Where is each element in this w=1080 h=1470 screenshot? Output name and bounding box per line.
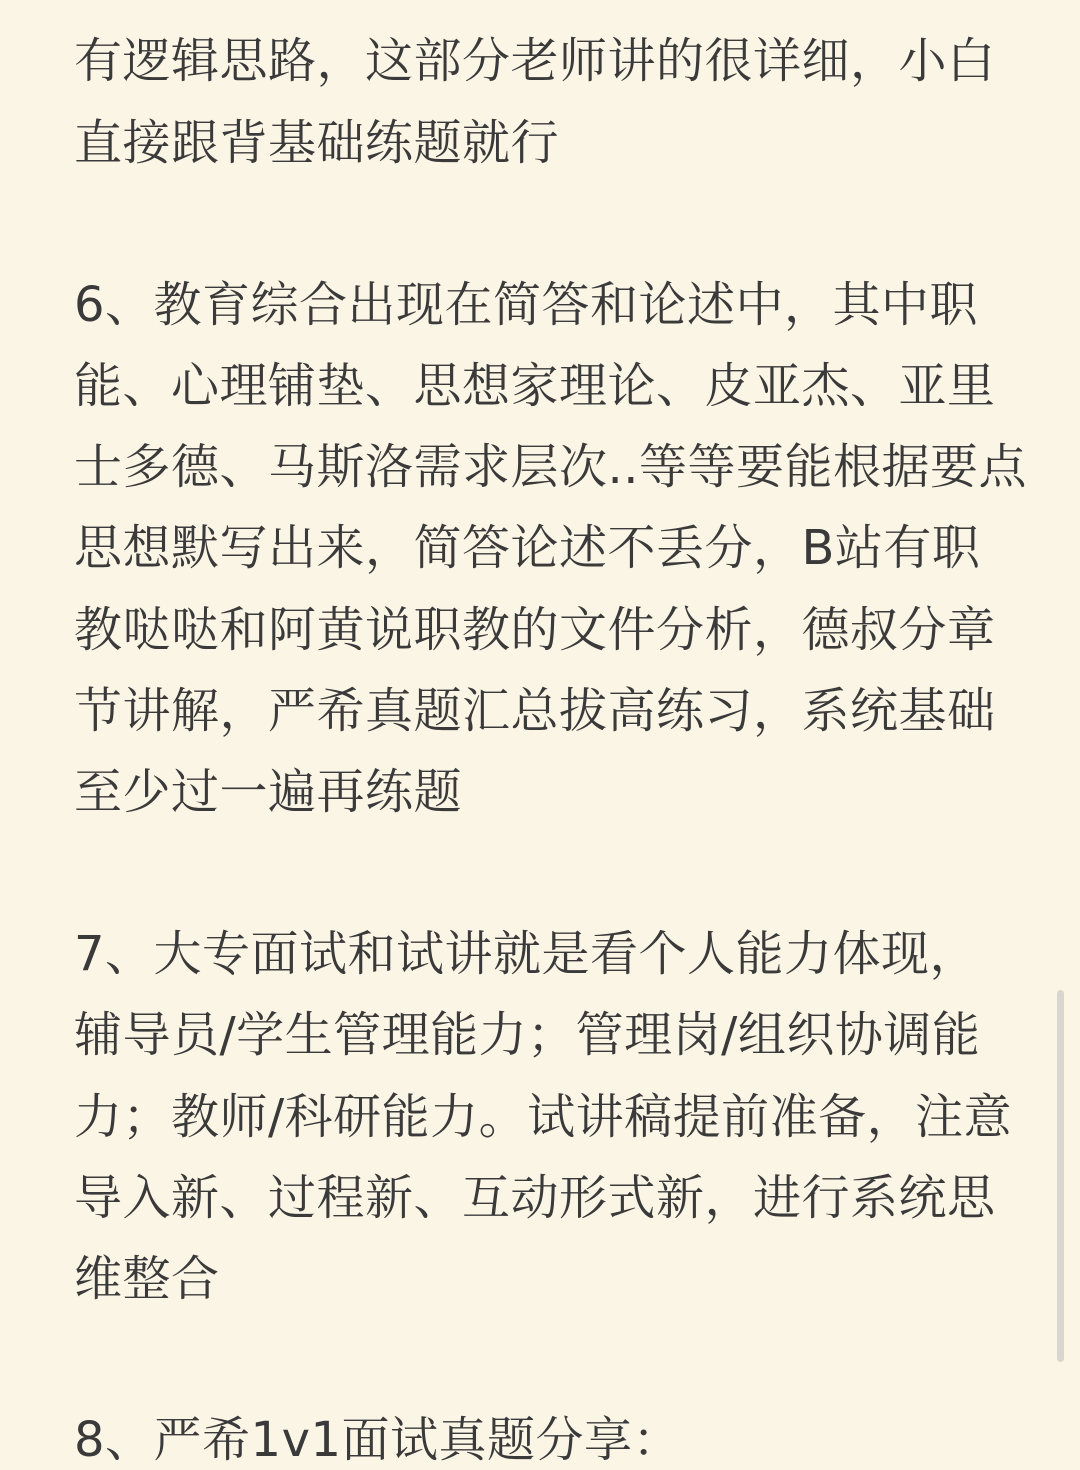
paragraph-6-line-4: 思想默写出来，简答论述不丢分，B站有职 <box>74 520 981 576</box>
paragraph-7-line-2: 辅导员/学生管理能力；管理岗/组织协调能 <box>74 1007 981 1063</box>
paragraph-5-line-1: 有逻辑思路，这部分老师讲的很详细，小白 <box>74 33 996 89</box>
paragraph-5-line-2: 直接跟背基础练题就行 <box>74 115 560 171</box>
paragraph-6-line-7: 至少过一遍再练题 <box>74 764 463 820</box>
paragraph-6-line-2: 能、心理铺垫、思想家理论、皮亚杰、亚里 <box>74 358 996 414</box>
paragraph-6-line-6: 节讲解，严希真题汇总拔高练习，系统基础 <box>74 683 996 739</box>
vertical-scrollbar[interactable] <box>1057 990 1064 1362</box>
paragraph-7-line-5: 维整合 <box>74 1251 220 1307</box>
paragraph-8-line-1: 8、严希1v1面试真题分享： <box>74 1412 682 1468</box>
paragraph-7-line-1: 7、大专面试和试讲就是看个人能力体现， <box>74 926 979 982</box>
paragraph-7-line-4: 导入新、过程新、互动形式新，进行系统思 <box>74 1170 996 1226</box>
paragraph-6-line-1: 6、教育综合出现在简答和论述中，其中职 <box>74 277 979 333</box>
paragraph-6-line-5: 教哒哒和阿黄说职教的文件分析，德叔分章 <box>74 602 996 658</box>
paragraph-7-line-3: 力；教师/科研能力。试讲稿提前准备，注意 <box>74 1089 1013 1145</box>
paragraph-6-line-3: 士多德、马斯洛需求层次..等等要能根据要点 <box>74 439 1028 495</box>
